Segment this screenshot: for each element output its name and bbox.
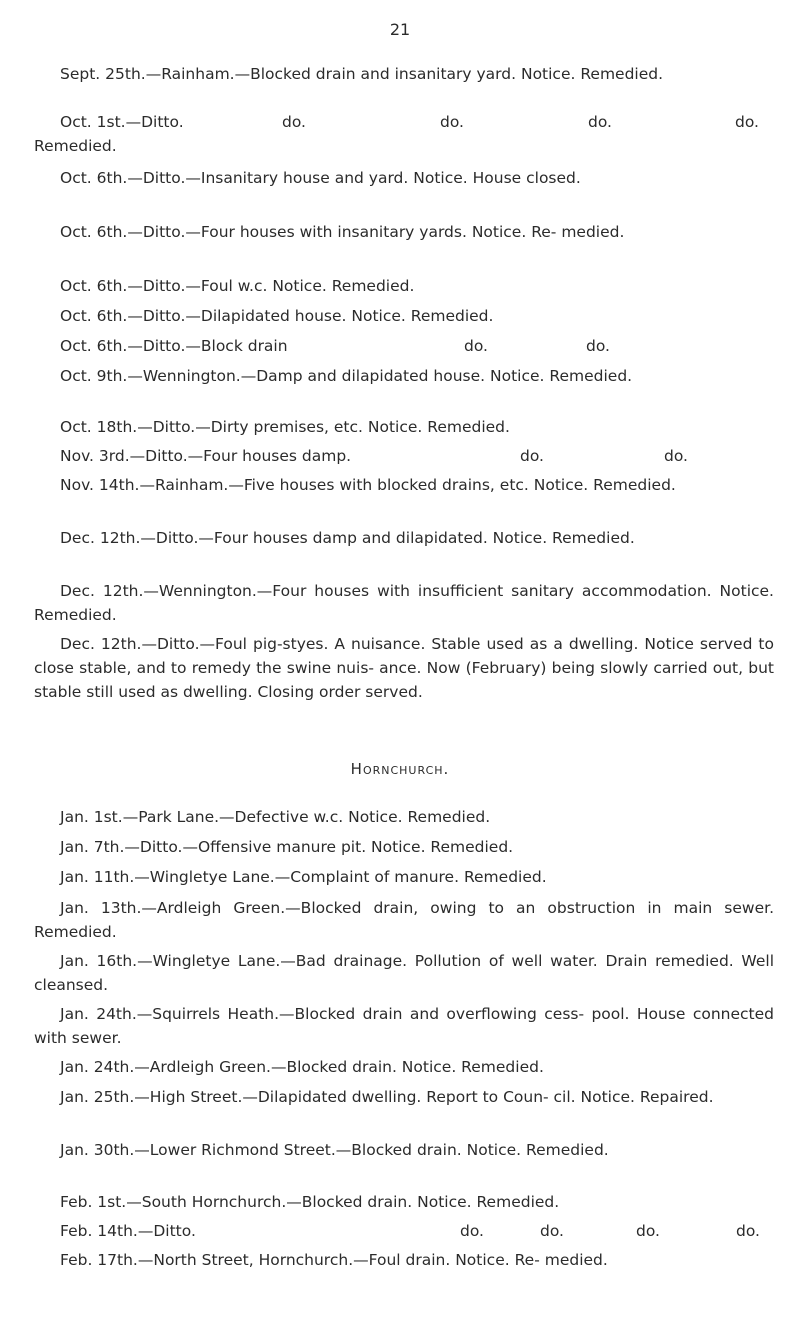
entry-lead: Nov. 3rd.—Ditto.—Four houses damp.	[60, 447, 352, 465]
ditto-mark: do.	[586, 337, 610, 355]
ditto-mark: do.	[735, 113, 759, 131]
entry-jan-24-squirrels: Jan. 24th.—Squirrels Heath.—Blocked drain and overflowing cess- pool. House connected with sewer.	[34, 1005, 774, 1047]
entry-dec-12-pig-styes: Dec. 12th.—Ditto.—Foul pig-styes. A nuisance. Stable used as a dwelling. Notice served to close stable, and to remedy the swine nuis- ance. Now (February) being slowly carried out, but stable still used as dwelling. Closing order served.	[34, 635, 774, 701]
entry-oct-6-wc: Oct. 6th.—Ditto.—Foul w.c. Notice. Remedied.	[60, 277, 415, 295]
ditto-mark: do.	[636, 1222, 660, 1240]
ditto-mark: do.	[736, 1222, 760, 1240]
entry-lead: Feb. 14th.—Ditto.	[60, 1222, 196, 1240]
ditto-mark: do.	[282, 113, 306, 131]
entry-oct-6-dilapidated: Oct. 6th.—Ditto.—Dilapidated house. Notice. Remedied.	[60, 307, 494, 325]
entry-jan-24-ardleigh: Jan. 24th.—Ardleigh Green.—Blocked drain. Notice. Remedied.	[60, 1058, 544, 1076]
entry-feb-1: Feb. 1st.—South Hornchurch.—Blocked drain. Notice. Remedied.	[60, 1193, 560, 1211]
entry-jan-11: Jan. 11th.—Wingletye Lane.—Complaint of manure. Remedied.	[60, 868, 547, 886]
entry-lead: Oct. 6th.—Ditto.—Block drain	[60, 337, 288, 355]
entry-jan-7: Jan. 7th.—Ditto.—Offensive manure pit. Notice. Remedied.	[60, 838, 514, 856]
entry-oct-9: Oct. 9th.—Wennington.—Damp and dilapidated house. Notice. Remedied.	[60, 367, 633, 385]
entry-jan-25: Jan. 25th.—High Street.—Dilapidated dwelling. Report to Coun- cil. Notice. Repaired.	[60, 1088, 714, 1106]
entry-oct-6-house: Oct. 6th.—Ditto.—Insanitary house and yard. Notice. House closed.	[60, 169, 581, 187]
entry-sept-25: Sept. 25th.—Rainham.—Blocked drain and insanitary yard. Notice. Remedied.	[60, 65, 664, 83]
entry-oct-6-yards: Oct. 6th.—Ditto.—Four houses with insanitary yards. Notice. Re- medied.	[60, 223, 625, 241]
entry-oct-18: Oct. 18th.—Ditto.—Dirty premises, etc. Notice. Remedied.	[60, 418, 510, 436]
page-number: 21	[389, 20, 411, 39]
entry-jan-13: Jan. 13th.—Ardleigh Green.—Blocked drain, owing to an obstruction in main sewer. Remedied.	[34, 899, 774, 941]
entry-nov-3	[60, 444, 774, 468]
entry-jan-30: Jan. 30th.—Lower Richmond Street.—Blocked drain. Notice. Remedied.	[60, 1141, 609, 1159]
ditto-mark: do.	[664, 447, 688, 465]
entry-jan-16: Jan. 16th.—Wingletye Lane.—Bad drainage. Pollution of well water. Drain remedied. Well cleansed.	[34, 952, 774, 994]
ditto-mark: do.	[588, 113, 612, 131]
entry-continuation: Remedied.	[34, 137, 117, 155]
entry-dec-12-damp: Dec. 12th.—Ditto.—Four houses damp and dilapidated. Notice. Remedied.	[60, 529, 635, 547]
entry-nov-14: Nov. 14th.—Rainham.—Five houses with blocked drains, etc. Notice. Remedied.	[60, 476, 676, 494]
ditto-mark: do.	[440, 113, 464, 131]
ditto-mark: do.	[464, 337, 488, 355]
entry-oct-6-block-drain	[60, 334, 774, 358]
section-heading-hornchurch: Hornchurch.	[350, 760, 450, 778]
entry-dec-12-sanitary: Dec. 12th.—Wennington.—Four houses with insufficient sanitary accommodation. Notice. Remedied.	[34, 582, 774, 624]
entry-lead: Oct. 1st.—Ditto.	[60, 113, 184, 131]
entry-feb-17: Feb. 17th.—North Street, Hornchurch.—Foul drain. Notice. Re- medied.	[60, 1251, 608, 1269]
ditto-mark: do.	[540, 1222, 564, 1240]
entry-feb-14	[60, 1219, 774, 1243]
entry-oct-1	[60, 110, 774, 134]
entry-jan-1: Jan. 1st.—Park Lane.—Defective w.c. Notice. Remedied.	[60, 808, 491, 826]
ditto-mark: do.	[460, 1222, 484, 1240]
ditto-mark: do.	[520, 447, 544, 465]
